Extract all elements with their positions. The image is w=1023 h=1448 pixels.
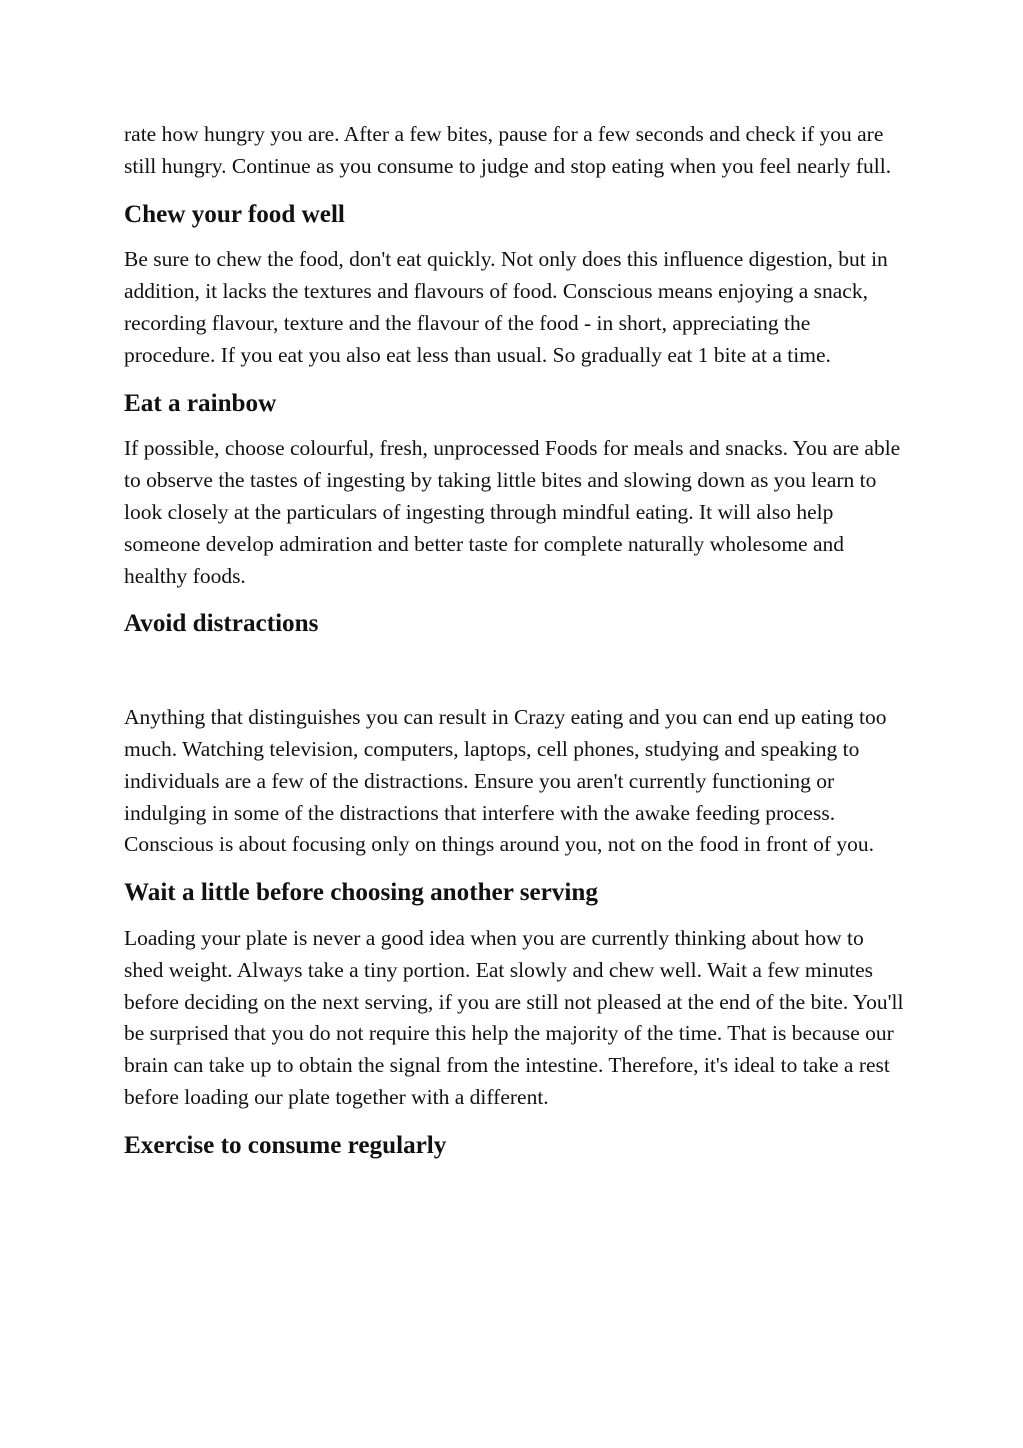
- heading-wait-serving: Wait a little before choosing another serving: [124, 879, 598, 907]
- paragraph-hunger-check: rate how hungry you are. After a few bites, pause for a few seconds and check if you are still hungry. Continue as you consume to judge and stop eating when you feel nearly full.: [124, 122, 892, 178]
- paragraph-wait-serving: Loading your plate is never a good idea when you are currently thinking about how to shed weight. Always take a tiny portion. Eat slowly and chew well. Wait a few minutes before deciding on the next serving, if you are still not pleased at the end of the bite. You'll be surprised that you do not require this help the majority of the time. That is because our brain can take up to obtain the signal from the intestine. Therefore, it's ideal to take a rest before loading our plate together with a different.: [124, 925, 904, 1109]
- heading-exercise: Exercise to consume regularly: [124, 1131, 447, 1159]
- paragraph-avoid-distractions: Anything that distinguishes you can result in Crazy eating and you can end up eating too much. Watching television, computers, laptops, cell phones, studying and speaking to individuals are a few of the distractions. Ensure you aren't currently functioning or indulging in some of the distractions that interfere with the awake feeding process. Conscious is about focusing only on things around you, not on the food in front of you.: [124, 705, 887, 857]
- heading-chew-food: Chew your food well: [124, 200, 345, 228]
- paragraph-eat-rainbow: If possible, choose colourful, fresh, unprocessed Foods for meals and snacks. You are able to observe the tastes of ingesting by taking little bites and slowing down as you learn to look closely at the particulars of ingesting through mindful eating. It will also help someone develop admiration and better taste for complete naturally wholesome and healthy foods.: [124, 436, 901, 588]
- blank-gap: [124, 654, 904, 702]
- document-page: [124, 119, 904, 1176]
- heading-eat-rainbow: Eat a rainbow: [124, 389, 277, 417]
- heading-avoid-distractions: Avoid distractions: [124, 610, 319, 638]
- paragraph-chew-food: Be sure to chew the food, don't eat quickly. Not only does this influence digestion, but in addition, it lacks the textures and flavours of food. Conscious means enjoying a snack, recording flavour, texture and the flavour of the food - in short, appreciating the procedure. If you eat you also eat less than usual. So gradually eat 1 bite at a time.: [124, 247, 888, 367]
